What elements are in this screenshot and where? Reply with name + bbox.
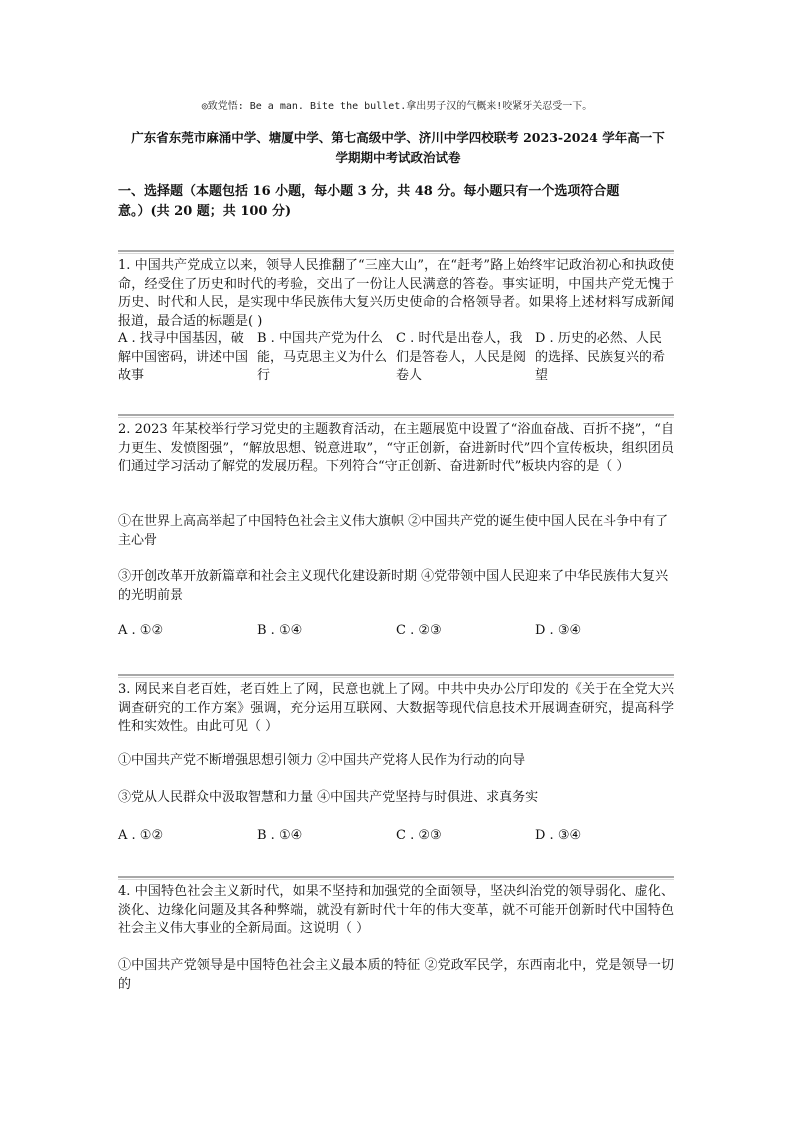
question-1-option-d[interactable]: D . 历史的必然、人民的选择、民族复兴的希望 bbox=[535, 331, 666, 384]
question-1-options bbox=[118, 330, 674, 386]
question-2-option-c[interactable]: C . ②③ bbox=[396, 623, 442, 638]
question-3-stem: 3. 网民来自老百姓，老百姓上了网，民意也就上了网。中共中央办公厅印发的《关于在全党大兴调查研究的工作方案》强调，充分运用互联网、大数据等现代信息技术开展调查研究，提高科学性和实效性。由此可见（ ） bbox=[118, 682, 674, 735]
question-2-option-a[interactable]: A . ①② bbox=[118, 623, 164, 638]
question-2-option-d[interactable]: D . ③④ bbox=[535, 623, 582, 638]
question-2-option-b[interactable]: B . ①④ bbox=[257, 623, 303, 638]
exam-title-line-1: 广东省东莞市麻涌中学、塘厦中学、第七高级中学、济川中学四校联考 2023-2024 学年高一下 bbox=[131, 130, 665, 145]
question-1-option-c[interactable]: C . 时代是出卷人，我们是答卷人，人民是阅卷人 bbox=[396, 331, 527, 384]
exam-title bbox=[118, 128, 678, 168]
question-3-option-d[interactable]: D . ③④ bbox=[535, 828, 582, 843]
section-heading-line-2: 意。）(共 20 题；共 100 分) bbox=[118, 204, 292, 219]
question-3-statement-2: ③党从人民群众中汲取智慧和力量 ④中国共产党坚持与时俱进、求真务实 bbox=[118, 790, 539, 805]
question-divider bbox=[118, 674, 674, 676]
motto-banner: ◎致党悟: Be a man. Bite the bullet.拿出男子汉的气概来!咬紧牙关忍受一下。 bbox=[201, 101, 593, 112]
exam-title-line-2: 学期期中考试政治试卷 bbox=[335, 150, 461, 165]
question-4-stem: 4. 中国特色社会主义新时代，如果不坚持和加强党的全面领导，坚决纠治党的领导弱化、虚化、淡化、边缘化问题及其各种弊端，就没有新时代十年的伟大变革，就不可能开创新时代中国特色社会主义伟大事业的全新局面。这说明（ ） bbox=[118, 884, 674, 937]
question-divider bbox=[118, 414, 674, 416]
question-2-statement-2: ③开创改革开放新篇章和社会主义现代化建设新时期 ④党带领中国人民迎来了中华民族伟大复兴的光明前景 bbox=[118, 569, 669, 603]
question-3-option-b[interactable]: B . ①④ bbox=[257, 828, 303, 843]
question-1-option-b[interactable]: B . 中国共产党为什么能，马克思主义为什么行 bbox=[257, 331, 388, 384]
question-1-stem: 1. 中国共产党成立以来，领导人民推翻了“三座大山”，在“赶考”路上始终牢记政治初心和执政使命，经受住了历史和时代的考验，交出了一份让人民满意的答卷。事实证明，中国共产党无愧于历史、时代和人民，是实现中华民族伟大复兴历史使命的合格领导者。如果将上述材料写成新闻报道，最合适的标题是( ) bbox=[118, 258, 674, 329]
section-heading bbox=[118, 182, 678, 222]
question-2-statement-1: ①在世界上高高举起了中国特色社会主义伟大旗帜 ②中国共产党的诞生使中国人民在斗争中有了主心骨 bbox=[118, 514, 669, 548]
question-3-option-a[interactable]: A . ①② bbox=[118, 828, 164, 843]
question-2-stem: 2. 2023 年某校举行学习党史的主题教育活动，在主题展览中设置了“浴血奋战、百折不挠”，“自力更生、发愤图强”，“解放思想、锐意进取”，“守正创新，奋进新时代”四个宣传板块，组织团员们通过学习活动了解党的发展历程。下列符合“守正创新、奋进新时代”板块内容的是（ ） bbox=[118, 422, 674, 475]
question-1-option-a[interactable]: A . 找寻中国基因，破解中国密码，讲述中国故事 bbox=[118, 331, 249, 384]
question-divider bbox=[118, 250, 674, 252]
question-divider bbox=[118, 876, 674, 878]
question-4-statement-1: ①中国共产党领导是中国特色社会主义最本质的特征 ②党政军民学，东西南北中，党是领导一切的 bbox=[118, 958, 674, 992]
section-heading-line-1: 一、选择题（本题包括 16 小题，每小题 3 分，共 48 分。每小题只有一个选项符合题 bbox=[118, 184, 620, 199]
question-3-statement-1: ①中国共产党不断增强思想引领力 ②中国共产党将人民作为行动的向导 bbox=[118, 753, 526, 768]
question-3-option-c[interactable]: C . ②③ bbox=[396, 828, 442, 843]
